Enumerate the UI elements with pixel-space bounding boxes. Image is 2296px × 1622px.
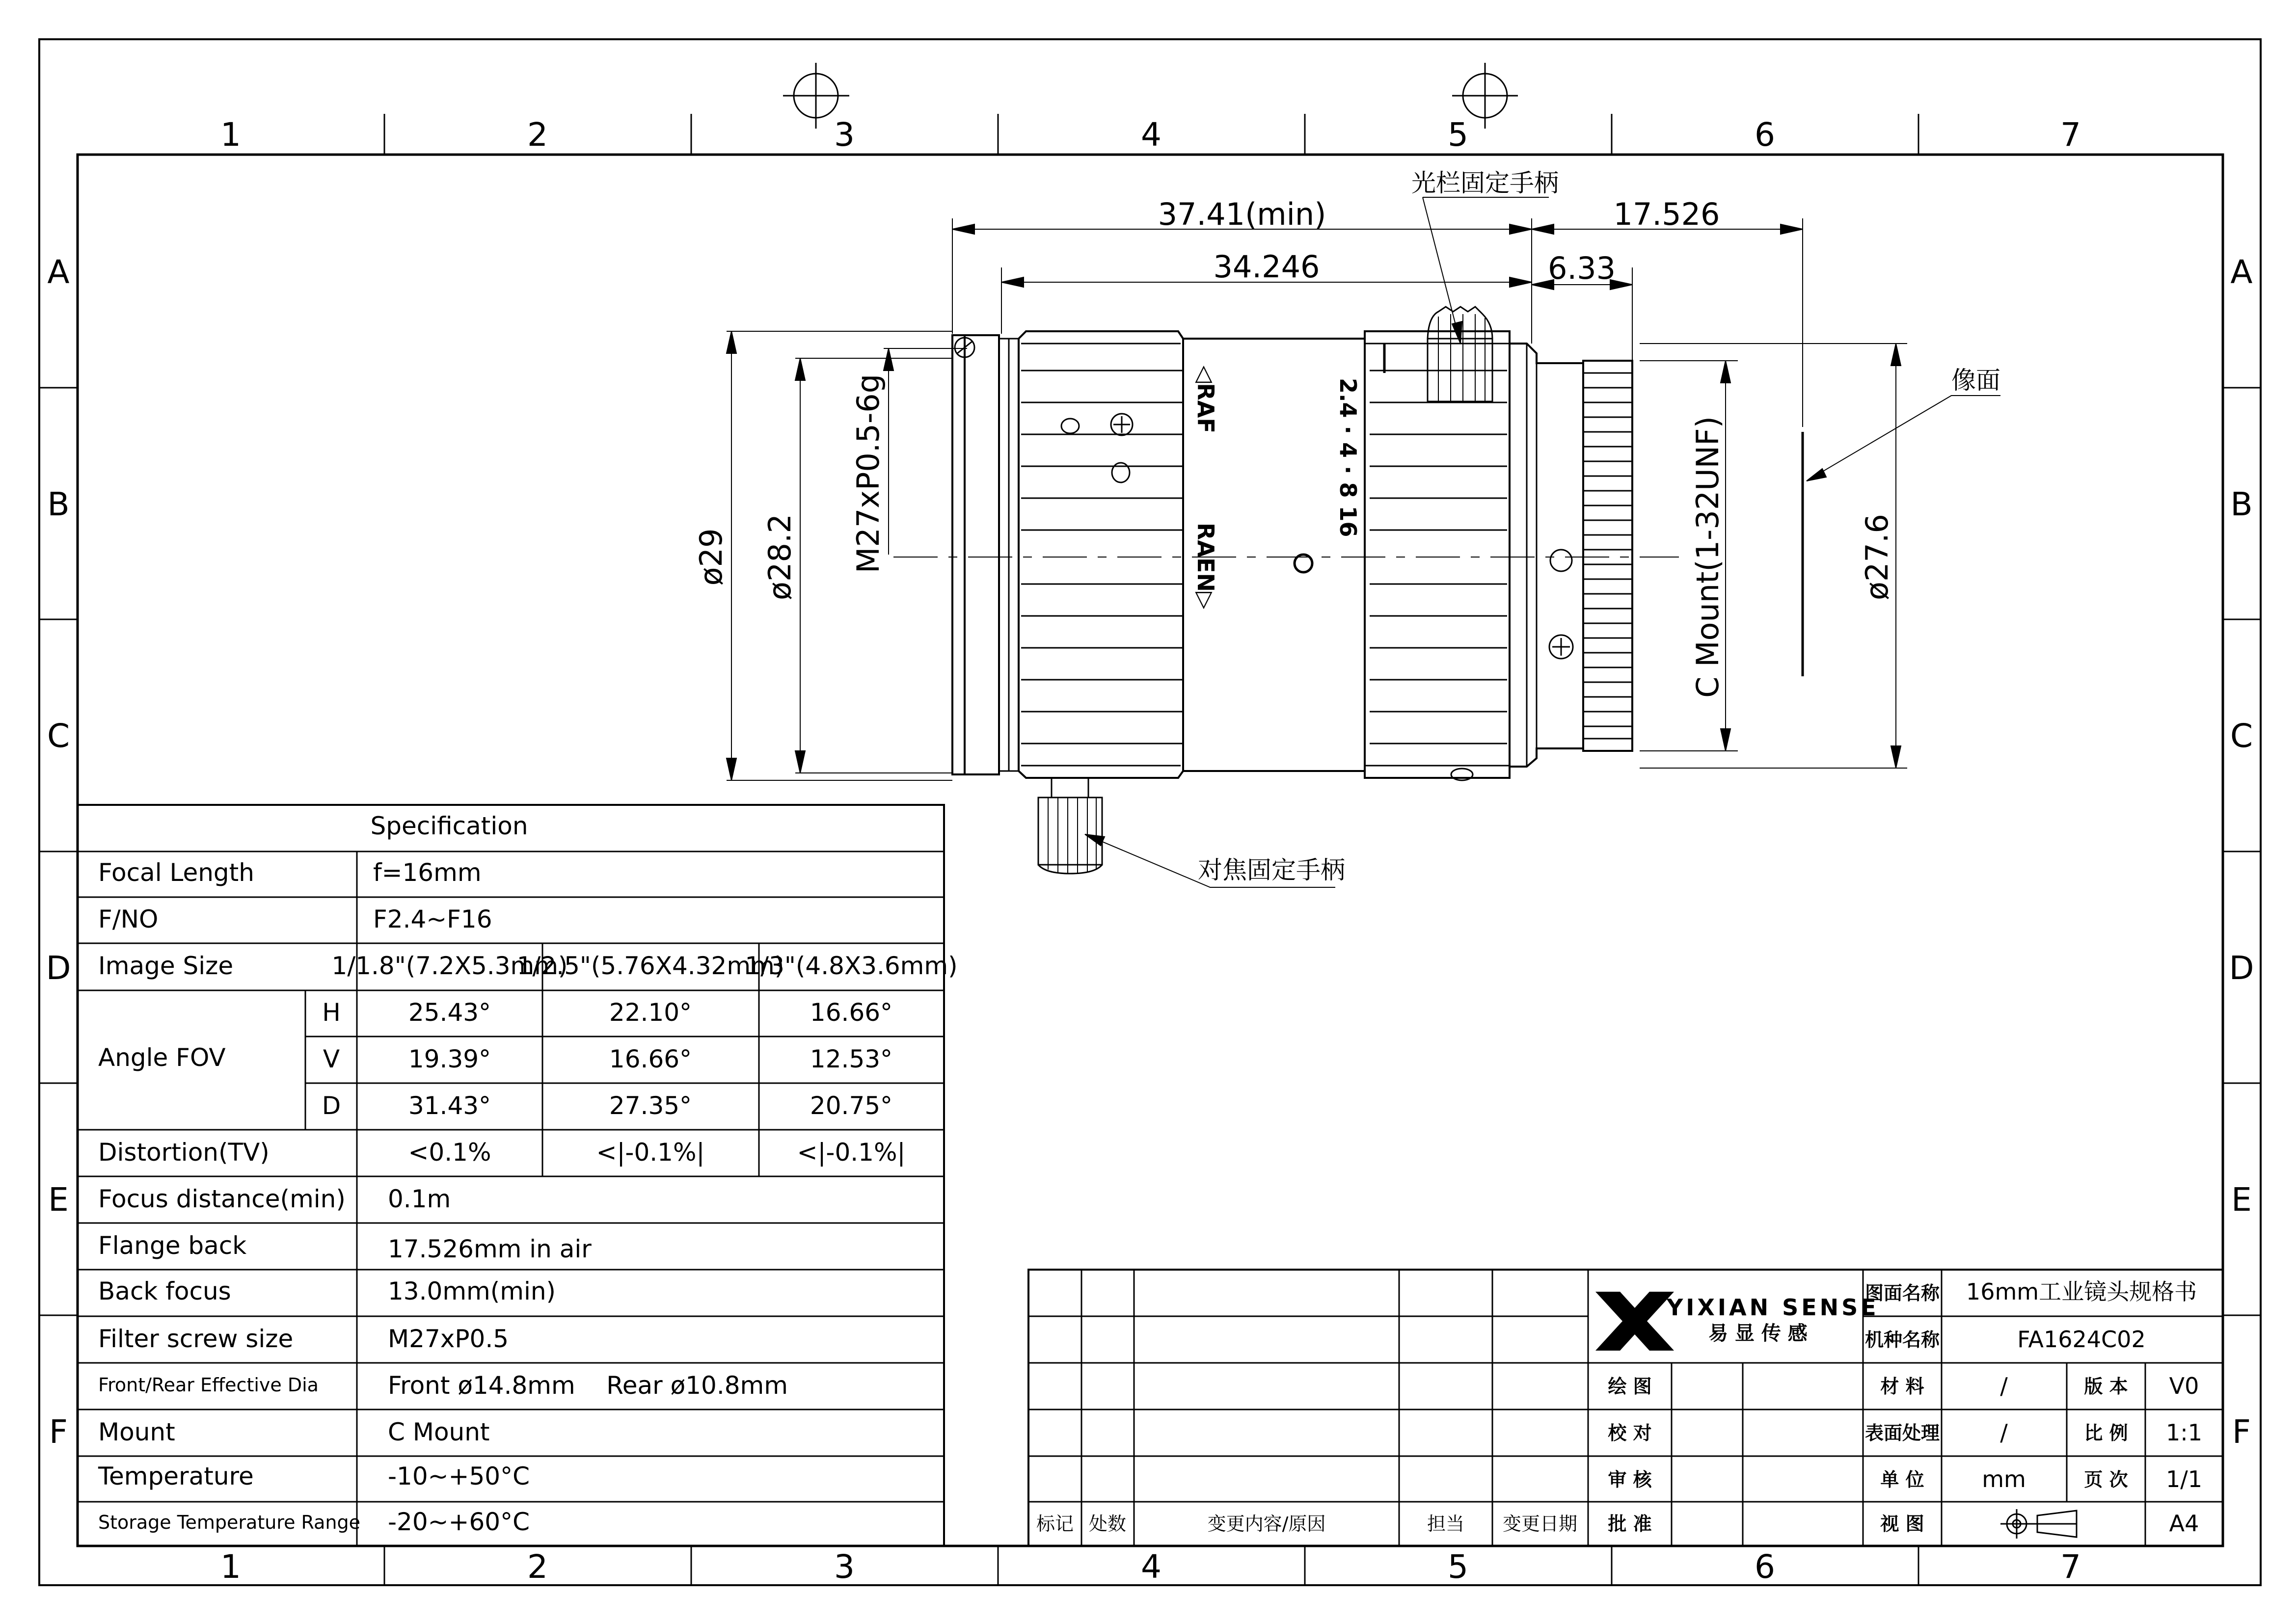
image-size-label: Image Size xyxy=(98,952,234,980)
flange-back-label: Flange back xyxy=(98,1231,247,1260)
drawn-label: 绘 图 xyxy=(1608,1376,1652,1397)
row-label-left-C: C xyxy=(47,717,70,755)
approved-label: 批 准 xyxy=(1608,1513,1652,1535)
image-plane-leader xyxy=(1807,396,2000,481)
row-label-left-A: A xyxy=(47,253,70,291)
fno-label: F/NO xyxy=(98,905,159,933)
filter-screw-label: Filter screw size xyxy=(98,1325,294,1353)
scale-value: 1:1 xyxy=(2165,1419,2203,1446)
focus-distance-label: Focus distance(min) xyxy=(98,1185,346,1213)
distortion-1: <0.1% xyxy=(408,1138,491,1167)
iris-lock-knob xyxy=(1428,307,1492,401)
page-value: 1/1 xyxy=(2165,1466,2203,1492)
material-label: 材 料 xyxy=(1880,1376,1924,1397)
spec-table-grid xyxy=(78,805,944,1546)
dim-filter-thread: M27xP0.5-6g xyxy=(850,373,886,574)
fov-h-3: 16.66° xyxy=(810,998,893,1027)
rev-header-count: 处数 xyxy=(1088,1513,1127,1535)
fov-label: Angle FOV xyxy=(98,1043,226,1072)
callout-iris-lock: 光栏固定手柄 xyxy=(1411,169,1559,197)
focus-lock-knob xyxy=(1038,778,1102,874)
rev-header-date: 变更日期 xyxy=(1502,1513,1578,1535)
rev-header-owner: 担当 xyxy=(1427,1513,1465,1535)
distortion-label: Distortion(TV) xyxy=(98,1138,270,1167)
temperature-label: Temperature xyxy=(98,1462,254,1490)
image-size-1: 1/1.8"(7.2X5.3mm) xyxy=(331,952,568,980)
front-filter-ring xyxy=(952,335,999,774)
lens-engravings xyxy=(1192,365,1361,610)
projection-symbol xyxy=(2000,1509,2077,1539)
distortion-3: <|-0.1%| xyxy=(797,1138,906,1167)
dim-body-length: 34.246 xyxy=(1213,249,1320,285)
flange-back-value: 17.526mm in air xyxy=(388,1235,592,1263)
filter-screw-value: M27xP0.5 xyxy=(388,1325,509,1353)
callout-focus-lock: 对焦固定手柄 xyxy=(1198,856,1345,884)
col-label-bottom-7: 7 xyxy=(2060,1548,2081,1586)
checked-label: 校 对 xyxy=(1608,1422,1652,1444)
fov-h-1: 25.43° xyxy=(408,998,491,1027)
c-mount-thread xyxy=(1583,361,1632,751)
far-marker: ◁RAF xyxy=(1192,366,1219,433)
row-label-right-A: A xyxy=(2230,253,2253,291)
dim-mount-thread: C Mount(1-32UNF) xyxy=(1690,416,1726,698)
iris-scale: 2.4 · 4 · 8 16 xyxy=(1335,378,1361,537)
drawing-name: 16mm工业镜头规格书 xyxy=(1966,1278,2197,1305)
version-value: V0 xyxy=(2169,1373,2199,1399)
paper-size: A4 xyxy=(2169,1510,2199,1537)
focus-ring-hole xyxy=(1061,419,1079,433)
surface-value: / xyxy=(2000,1419,2008,1446)
rev-header-content: 变更内容/原因 xyxy=(1207,1513,1326,1535)
unit-label: 单 位 xyxy=(1880,1469,1924,1490)
brand-name-cn: 易 显 传 感 xyxy=(1708,1322,1808,1345)
col-label-top-5: 5 xyxy=(1448,116,1468,154)
reviewed-label: 审 核 xyxy=(1608,1469,1652,1490)
fov-d-2: 27.35° xyxy=(609,1091,692,1120)
spec-title: Specification xyxy=(370,812,528,840)
callout-image-plane: 像面 xyxy=(1951,366,2000,395)
col-label-bottom-4: 4 xyxy=(1141,1548,1162,1586)
fov-v-3: 12.53° xyxy=(810,1045,893,1073)
col-label-top-1: 1 xyxy=(220,116,241,154)
fov-axis-v: V xyxy=(323,1045,340,1073)
image-size-2: 1/2.5"(5.76X4.32mm) xyxy=(516,952,784,980)
col-label-bottom-2: 2 xyxy=(527,1548,548,1586)
distortion-2: <|-0.1%| xyxy=(596,1138,705,1167)
c-mount-thread-lines xyxy=(1583,373,1632,739)
model-number: FA1624C02 xyxy=(2017,1326,2146,1353)
col-label-bottom-5: 5 xyxy=(1448,1548,1468,1586)
dim-flange-back: 17.526 xyxy=(1613,196,1720,232)
col-label-bottom-6: 6 xyxy=(1755,1548,1775,1586)
fov-v-1: 19.39° xyxy=(408,1045,491,1073)
drawing-name-label: 图面名称 xyxy=(1864,1282,1940,1304)
spec-table xyxy=(98,812,958,1536)
row-label-right-C: C xyxy=(2230,717,2253,755)
row-label-right-E: E xyxy=(2231,1181,2252,1219)
row-label-right-D: D xyxy=(2229,949,2254,987)
iris-ring-hole xyxy=(1550,550,1572,571)
yixian-logo xyxy=(1595,1292,1879,1351)
col-label-top-7: 7 xyxy=(2060,116,2081,154)
focal-value: f=16mm xyxy=(373,858,482,887)
rear-body xyxy=(1510,344,1583,767)
dimension-lines xyxy=(727,197,2000,887)
dim-total-length: 37.41(min) xyxy=(1158,196,1326,232)
col-label-top-3: 3 xyxy=(834,116,855,154)
brand-name: YIXIAN SENSE xyxy=(1667,1294,1879,1321)
col-label-top-2: 2 xyxy=(527,116,548,154)
fov-axis-h: H xyxy=(322,998,341,1027)
mount-value: C Mount xyxy=(388,1418,490,1446)
col-label-bottom-1: 1 xyxy=(220,1548,241,1586)
version-label: 版 本 xyxy=(2084,1376,2128,1397)
effective-dia-value: Front ø14.8mm Rear ø10.8mm xyxy=(388,1371,788,1400)
temperature-value: -10~+50°C xyxy=(388,1462,530,1490)
mount-label: Mount xyxy=(98,1418,175,1446)
fov-h-2: 22.10° xyxy=(609,998,692,1027)
dim-thread-dia: ø28.2 xyxy=(762,514,798,600)
surface-label: 表面处理 xyxy=(1864,1422,1940,1444)
fno-value: F2.4~F16 xyxy=(373,905,492,933)
model-label: 机种名称 xyxy=(1864,1329,1940,1351)
fov-d-1: 31.43° xyxy=(408,1091,491,1120)
focus-distance-value: 0.1m xyxy=(388,1185,451,1213)
back-focus-label: Back focus xyxy=(98,1277,231,1305)
fov-v-2: 16.66° xyxy=(609,1045,692,1073)
col-label-top-6: 6 xyxy=(1755,116,1775,154)
scale-label: 比 例 xyxy=(2084,1422,2128,1444)
effective-dia-label: Front/Rear Effective Dia xyxy=(98,1374,319,1396)
material-value: / xyxy=(2000,1373,2008,1399)
back-focus-value: 13.0mm(min) xyxy=(388,1277,556,1305)
row-label-left-D: D xyxy=(46,949,71,987)
view-label: 视 图 xyxy=(1880,1513,1924,1535)
fov-axis-d: D xyxy=(322,1091,341,1120)
storage-temp-value: -20~+60°C xyxy=(388,1508,530,1536)
page-label: 页 次 xyxy=(2084,1469,2128,1490)
rev-header-mark: 标记 xyxy=(1036,1513,1074,1535)
dim-front-dia: ø29 xyxy=(693,528,729,586)
row-label-right-F: F xyxy=(2232,1413,2251,1451)
fov-d-3: 20.75° xyxy=(810,1091,893,1120)
focal-label: Focal Length xyxy=(98,858,254,887)
row-label-left-E: E xyxy=(48,1181,69,1219)
row-label-left-B: B xyxy=(47,485,70,523)
storage-temp-label: Storage Temperature Range xyxy=(98,1512,360,1533)
col-label-bottom-3: 3 xyxy=(834,1548,855,1586)
image-size-3: 1/3"(4.8X3.6mm) xyxy=(745,952,958,980)
row-label-left-F: F xyxy=(49,1413,68,1451)
row-label-right-B: B xyxy=(2230,485,2253,523)
near-marker: RAEN▷ xyxy=(1192,523,1219,610)
title-block xyxy=(1036,1278,2202,1539)
unit-value: mm xyxy=(1982,1466,2026,1492)
col-label-top-4: 4 xyxy=(1141,116,1162,154)
dim-rear-protrusion: 6.33 xyxy=(1547,250,1616,286)
dim-rear-dia: ø27.6 xyxy=(1859,514,1895,600)
